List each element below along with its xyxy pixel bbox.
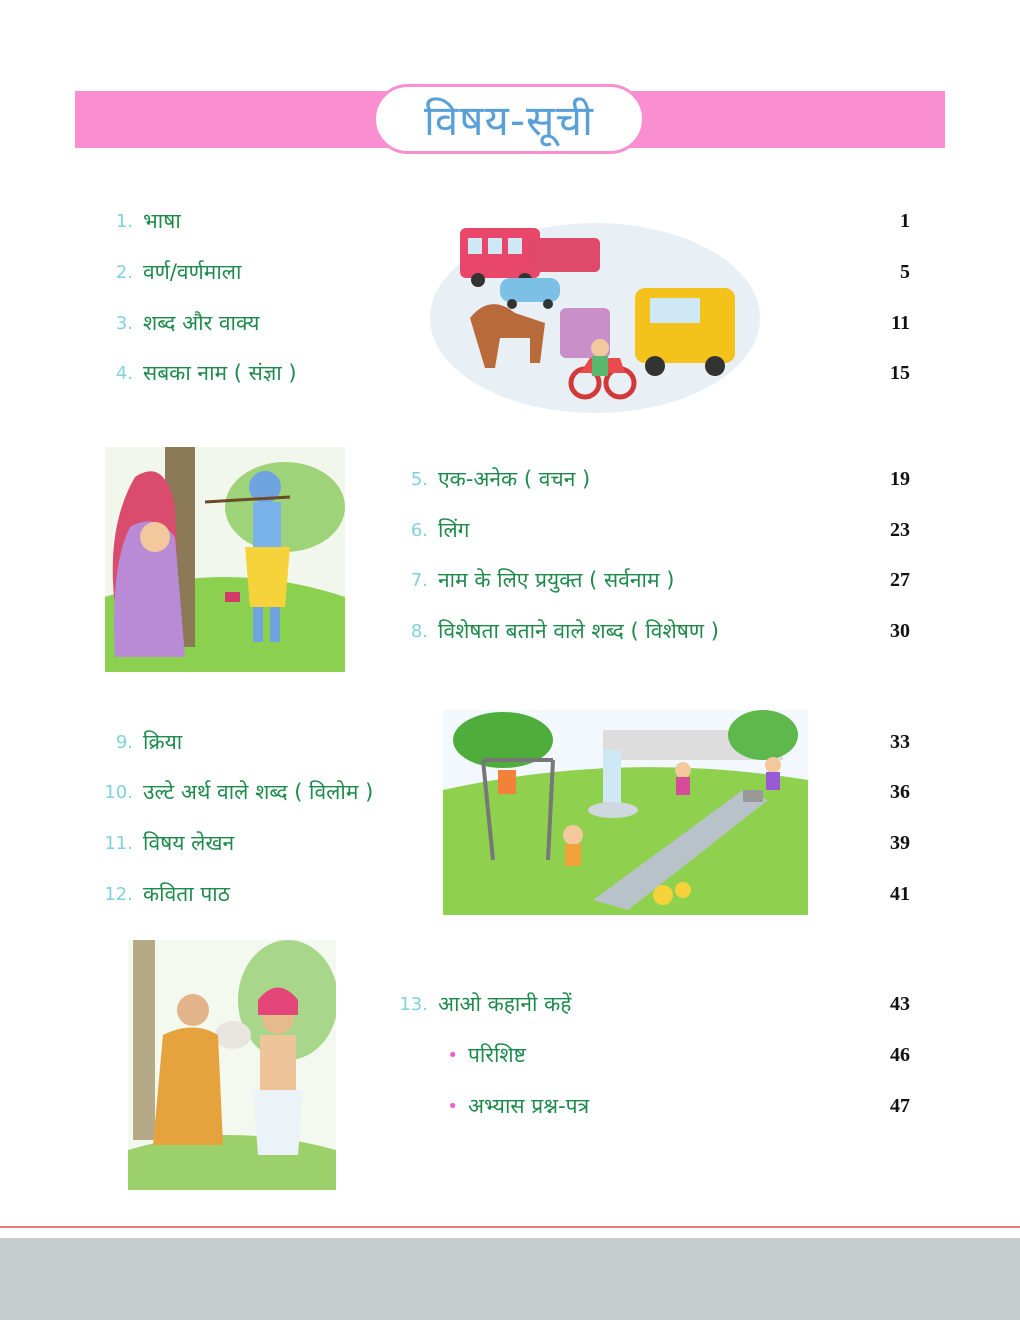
- chapter-number: 8.: [410, 620, 428, 642]
- chapter-title: कविता पाठ: [143, 882, 230, 906]
- chapter-title: विशेषता बताने वाले शब्द ( विशेषण ): [438, 619, 719, 643]
- page-number: 33: [890, 731, 910, 753]
- toc-entry-6[interactable]: [390, 513, 470, 547]
- chapter-title: लिंग: [438, 518, 470, 542]
- chapter-title: आओ कहानी कहें: [438, 992, 572, 1016]
- toc-entry-11[interactable]: [95, 826, 234, 860]
- chapter-number: 10.: [104, 781, 133, 803]
- chapter-title: नाम के लिए प्रयुक्त ( सर्वनाम ): [438, 568, 675, 592]
- toc-entry-13[interactable]: [390, 987, 571, 1021]
- bullet-icon: •: [447, 1044, 458, 1066]
- chapter-number: 11.: [104, 832, 133, 854]
- page-number: 1: [900, 210, 910, 232]
- toc-entry-3[interactable]: [95, 306, 259, 340]
- page-title: विषय-सूची: [424, 95, 594, 145]
- chapter-title: भाषा: [143, 209, 181, 233]
- footer-band: [0, 1238, 1020, 1320]
- chapter-title: क्रिया: [143, 730, 183, 754]
- chapter-number: 5.: [410, 468, 428, 490]
- toc-entry-5[interactable]: [390, 462, 590, 496]
- chapter-title: वर्ण/वर्णमाला: [143, 260, 242, 284]
- page-number: 19: [890, 468, 910, 490]
- page-number: 23: [890, 519, 910, 541]
- chapter-number: 1.: [115, 210, 133, 232]
- chapter-number: 12.: [104, 883, 133, 905]
- park-playground-scene-illustration: [443, 710, 808, 915]
- page-number: 15: [890, 362, 910, 384]
- sage-and-farmer-scene-illustration: [128, 940, 336, 1190]
- toc-entry-7[interactable]: [390, 563, 674, 597]
- chapter-title: एक-अनेक ( वचन ): [438, 467, 591, 491]
- krishna-flute-scene-illustration: [105, 447, 345, 672]
- page-number: 5: [900, 261, 910, 283]
- appendix-title: अभ्यास प्रश्न-पत्र: [468, 1094, 590, 1118]
- chapter-title: उल्टे अर्थ वाले शब्द ( विलोम ): [143, 780, 374, 804]
- chapter-number: 2.: [115, 261, 133, 283]
- chapter-number: 13.: [399, 993, 428, 1015]
- chapter-title: सबका नाम ( संज्ञा ): [143, 361, 297, 385]
- page-number: 41: [890, 883, 910, 905]
- chapter-title: विषय लेखन: [143, 831, 235, 855]
- page-number: 46: [890, 1044, 910, 1066]
- chapter-number: 9.: [115, 731, 133, 753]
- footer-divider: [0, 1226, 1020, 1228]
- toc-entry-12[interactable]: [95, 877, 230, 911]
- toc-entry-1[interactable]: [95, 204, 181, 238]
- toc-entry-4[interactable]: [95, 356, 297, 390]
- page-number: 30: [890, 620, 910, 642]
- page-number: 36: [890, 781, 910, 803]
- chapter-number: 4.: [115, 362, 133, 384]
- page-number: 43: [890, 993, 910, 1015]
- toc-entry-10[interactable]: [95, 775, 373, 809]
- toc-entry-2[interactable]: [95, 255, 241, 289]
- toc-appendix-2[interactable]: [420, 1089, 589, 1123]
- toc-appendix-1[interactable]: [420, 1038, 526, 1072]
- chapter-title: शब्द और वाक्य: [143, 311, 260, 335]
- page-number: 11: [891, 312, 910, 334]
- toc-entry-9[interactable]: [95, 725, 182, 759]
- chapter-number: 6.: [410, 519, 428, 541]
- title-pill: [373, 84, 645, 154]
- page-number: 47: [890, 1095, 910, 1117]
- toc-entry-8[interactable]: [390, 614, 719, 648]
- chapter-number: 3.: [115, 312, 133, 334]
- traffic-scene-illustration: [430, 198, 760, 413]
- bullet-icon: •: [447, 1095, 458, 1117]
- appendix-title: परिशिष्ट: [468, 1043, 526, 1067]
- page-number: 39: [890, 832, 910, 854]
- chapter-number: 7.: [410, 569, 428, 591]
- page-number: 27: [890, 569, 910, 591]
